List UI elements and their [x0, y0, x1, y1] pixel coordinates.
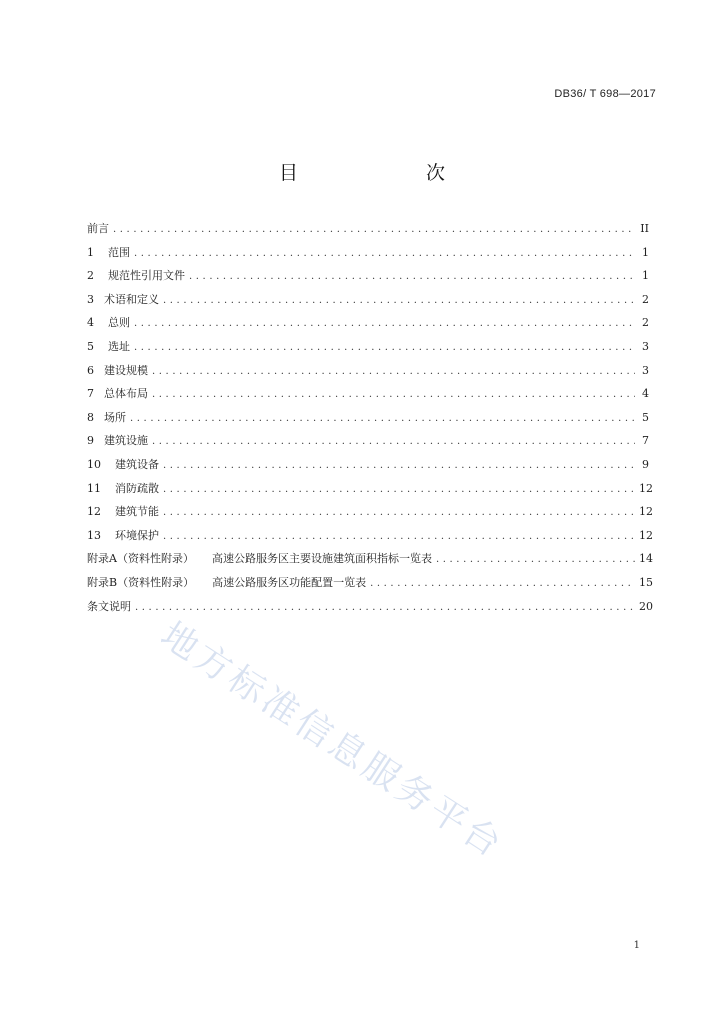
page-title: 目 次 — [278, 162, 475, 184]
toc-entry[interactable] — [87, 453, 649, 477]
toc-entry[interactable] — [87, 406, 649, 430]
toc-entry[interactable] — [87, 311, 649, 335]
toc-leader-dots — [113, 218, 635, 242]
toc-leader-dots — [134, 336, 635, 360]
toc-entry-title: 场所 — [104, 410, 126, 424]
toc-entry-number: 2 — [87, 269, 94, 283]
toc-entry-title: 高速公路服务区主要设施建筑面积指标一览表 — [211, 552, 432, 566]
toc-entry-number: 13 — [87, 528, 101, 542]
toc-entry-page: 12 — [639, 528, 653, 542]
toc-entry-title: 总则 — [108, 316, 130, 330]
toc-entry[interactable] — [87, 571, 653, 595]
toc-entry-page: 1 — [642, 269, 649, 283]
toc-entry-page: 7 — [642, 434, 649, 448]
toc-entry-page: 4 — [642, 387, 649, 401]
toc-leader-dots — [163, 289, 635, 313]
toc-entry-number: 5 — [87, 339, 94, 353]
toc-entry-number: 附录A（资料性附录） — [87, 552, 194, 566]
toc-entry-number: 8 — [87, 410, 94, 424]
toc-entry-number: 7 — [87, 387, 94, 401]
toc-entry-page: 15 — [639, 575, 653, 589]
toc-entry-title: 建筑节能 — [115, 505, 159, 519]
toc-leader-dots — [163, 454, 635, 478]
toc-leader-dots — [134, 242, 635, 266]
toc-entry-page: 14 — [639, 552, 653, 566]
toc-entry[interactable] — [87, 547, 653, 571]
toc-entry-page: 3 — [642, 363, 649, 377]
toc-leader-dots — [152, 383, 635, 407]
toc-entry-page: 9 — [642, 457, 649, 471]
toc-entry-title: 术语和定义 — [104, 292, 159, 306]
toc-entry-title: 建筑设施 — [104, 434, 148, 448]
toc-entry-number: 附录B（资料性附录） — [87, 575, 195, 589]
toc-entry-title: 前言 — [87, 222, 109, 235]
toc-entry[interactable] — [87, 217, 649, 241]
toc-entry[interactable] — [87, 288, 649, 312]
toc-entry-page: 20 — [639, 599, 653, 613]
toc-entry-page: 3 — [642, 339, 649, 353]
toc-entry-number: 12 — [87, 505, 101, 519]
toc-entry[interactable] — [87, 477, 653, 501]
toc-entry[interactable] — [87, 595, 653, 619]
table-of-contents — [87, 217, 653, 618]
toc-entry[interactable] — [87, 429, 649, 453]
toc-entry-title: 选址 — [108, 339, 130, 353]
toc-leader-dots — [130, 407, 635, 431]
document-code: DB36/ T 698—2017 — [554, 88, 656, 100]
toc-leader-dots — [189, 265, 635, 289]
toc-leader-dots — [152, 430, 635, 454]
toc-entry-number: 10 — [87, 457, 101, 471]
toc-entry-title: 环境保护 — [115, 528, 159, 542]
toc-entry[interactable] — [87, 382, 649, 406]
watermark: 地方标准信息服务平台 — [153, 614, 512, 867]
toc-leader-dots — [163, 478, 635, 502]
toc-entry-page: II — [640, 222, 649, 235]
toc-entry-title: 规范性引用文件 — [108, 269, 185, 283]
toc-leader-dots — [163, 525, 635, 549]
toc-leader-dots — [163, 501, 635, 525]
toc-entry-page: 1 — [642, 245, 649, 259]
toc-entry-title: 总体布局 — [104, 387, 148, 401]
toc-entry-number: 4 — [87, 316, 94, 330]
toc-entry-number: 11 — [87, 481, 101, 495]
toc-entry-number: 3 — [87, 292, 94, 306]
toc-entry-number: 6 — [87, 363, 94, 377]
toc-entry[interactable] — [87, 264, 649, 288]
toc-entry[interactable] — [87, 359, 649, 383]
toc-entry[interactable] — [87, 241, 649, 265]
toc-leader-dots — [370, 572, 635, 596]
toc-entry-title: 高速公路服务区功能配置一览表 — [212, 575, 367, 589]
toc-entry-page: 2 — [642, 316, 649, 330]
toc-entry-page: 5 — [642, 410, 649, 424]
toc-leader-dots — [134, 312, 635, 336]
toc-entry[interactable] — [87, 335, 649, 359]
page-number: 1 — [633, 940, 640, 951]
toc-entry-title: 条文说明 — [87, 599, 131, 613]
toc-entry-title: 范围 — [108, 245, 130, 259]
toc-entry[interactable] — [87, 500, 653, 524]
toc-entry-page: 12 — [639, 505, 653, 519]
toc-entry-title: 建筑设备 — [115, 457, 159, 471]
toc-leader-dots — [152, 360, 635, 384]
toc-leader-dots — [135, 596, 635, 620]
toc-entry-number: 9 — [87, 434, 94, 448]
toc-entry[interactable] — [87, 524, 653, 548]
toc-entry-page: 2 — [642, 292, 649, 306]
toc-entry-title: 建设规模 — [104, 363, 148, 377]
toc-entry-page: 12 — [639, 481, 653, 495]
toc-leader-dots — [436, 548, 635, 572]
toc-entry-number: 1 — [87, 245, 94, 259]
toc-entry-title: 消防疏散 — [115, 481, 159, 495]
